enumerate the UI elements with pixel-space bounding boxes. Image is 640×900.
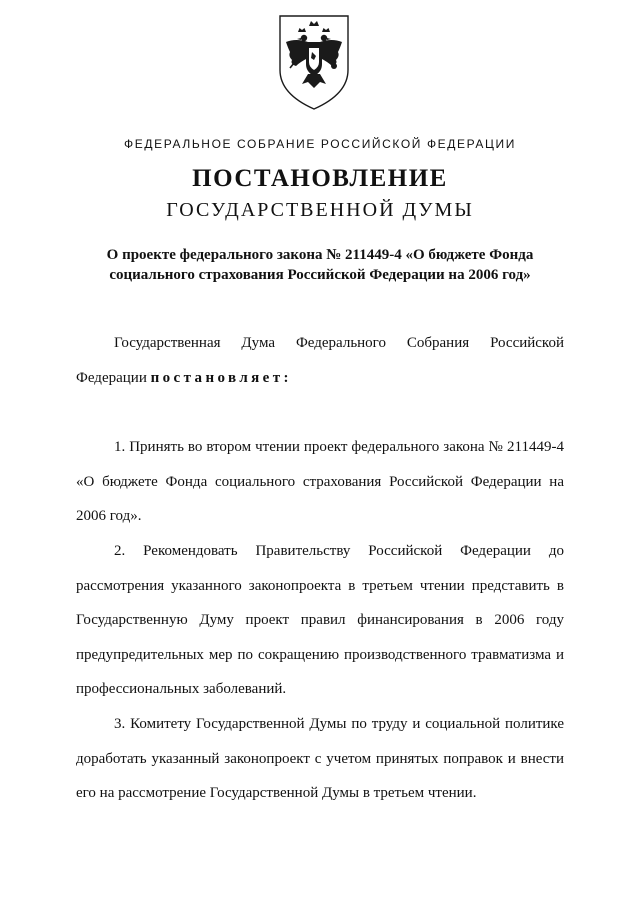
item-1-text: 1. Принять во втором чтении проект федерального закона № 211449-4 «О бюджете Фонда социального страхования Российской Федерации на 2006 год».: [76, 439, 564, 524]
organization-name: ФЕДЕРАЛЬНОЕ СОБРАНИЕ РОССИЙСКОЙ ФЕДЕРАЦИИ: [124, 137, 516, 151]
item-3-text: 3. Комитету Государственной Думы по труду и социальной политике доработать указанный законопроект с учетом принятых поправок и внести его на рассмотрение Государственной Думы в третьем чтении.: [76, 716, 564, 801]
subject-line-1: О проекте федерального закона № 211449-4 «О бюджете Фонда: [106, 247, 534, 263]
preamble-text: Государственная Дума Федерального Собрания Российской Федерации: [76, 335, 564, 386]
resolution-item-1: [76, 430, 564, 534]
preamble-resolves: постановляет:: [150, 369, 292, 386]
preamble-paragraph: [76, 326, 564, 395]
document-type-title: ПОСТАНОВЛЕНИЕ: [192, 165, 448, 192]
document-subject: [60, 245, 580, 285]
issuer-title: ГОСУДАРСТВЕННОЙ ДУМЫ: [166, 199, 474, 221]
russian-coat-of-arms-icon: [276, 12, 352, 112]
resolution-item-3: [76, 707, 564, 811]
subject-line-2: социального страхования Российской Федерации на 2006 год»: [109, 267, 531, 283]
resolution-item-2: [76, 534, 564, 707]
item-2-text: 2. Рекомендовать Правительству Российской Федерации до рассмотрения указанного законопроекта в третьем чтении представить в Государственную Думу проект правил финансирования в 2006 году предупредительных мер по сокращению производственного травматизма и профессиональных заболеваний.: [76, 543, 564, 697]
